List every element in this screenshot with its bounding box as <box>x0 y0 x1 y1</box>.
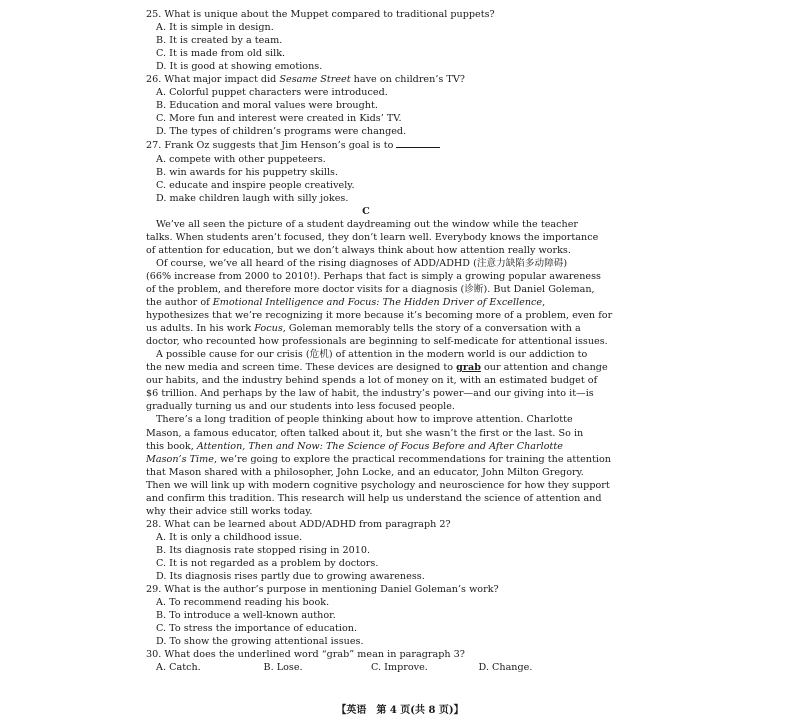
question-25-option-c: C. It is made from old silk. <box>156 48 286 60</box>
passage-p4-line3 <box>146 440 586 453</box>
passage-p4-line1: There’s a long tradition of people thinking about how to improve attention. Charlotte <box>156 414 573 426</box>
passage-p2-line6-post: , Goleman memorably tells the story of a conversation with a <box>282 323 581 335</box>
attention-book-title-part2: Mason’s Time <box>146 453 214 465</box>
question-25-option-a: A. It is simple in design. <box>156 22 274 34</box>
passage-p2-line7: doctor, who recounted how professionals are beginning to self-medicate for attentional issues. <box>146 336 608 348</box>
passage-p3-line2-post: our attention and change <box>480 362 608 374</box>
passage-p4-line5: that Mason shared with a philosopher, John Locke, and an educator, John Milton Gregory. <box>146 466 584 478</box>
passage-p2-line6-pre: us adults. In his work <box>146 323 255 335</box>
question-27-option-a: A. compete with other puppeteers. <box>156 153 326 165</box>
passage-p2-line3: of the problem, and therefore more doctor visits for a diagnosis (诊断). But Daniel Goleman, <box>146 283 595 295</box>
question-27-option-b: B. win awards for his puppetry skills. <box>156 166 339 178</box>
section-letter: C <box>362 205 370 217</box>
exam-page <box>146 8 613 674</box>
passage-p3-line4: $6 trillion. And perhaps by the law of habit, the industry’s power—and our giving into it—is <box>146 388 594 400</box>
passage-p4-line4-post: , we’re going to explore the practical recommendations for training the attention <box>213 453 611 465</box>
question-30-stem: 30. What does the underlined word “grab” mean in paragraph 3? <box>146 649 465 661</box>
passage-p2-line5: hypothesizes that we’re recognizing it more because it’s becoming more of a problem, even for <box>146 310 613 322</box>
question-29-option-c: C. To stress the importance of education. <box>156 623 358 635</box>
question-30-option-c: C. Improve. <box>371 662 428 674</box>
passage-p4-line2: Mason, a famous educator, often talked about it, but she wasn’t the first or the last. So in <box>146 427 584 439</box>
passage-p2-line1: Of course, we’ve all heard of the rising diagnoses of ADD/ADHD (注意力缺陷多动障碍) <box>156 257 568 269</box>
question-30-option-b: B. Lose. <box>263 662 303 674</box>
question-27-option-c: C. educate and inspire people creatively. <box>156 179 355 191</box>
question-28-option-a: A. It is only a childhood issue. <box>156 531 303 543</box>
question-26-stem-post: have on children’s TV? <box>350 74 465 86</box>
passage-p2-line4-pre: the author of <box>146 297 213 309</box>
passage-p4-line3-pre: this book, <box>146 440 197 452</box>
passage-p3-line2 <box>146 361 608 374</box>
passage-p2-line4-post: , <box>542 297 546 309</box>
question-29-option-a: A. To recommend reading his book. <box>156 597 330 609</box>
question-27-stem <box>146 138 586 152</box>
passage-p4-line8: why their advice still works today. <box>146 505 313 517</box>
question-26-stem-pre: 26. What major impact did <box>146 74 280 86</box>
passage-p3-line1: A possible cause for our crisis (危机) of attention in the modern world is our addiction to <box>156 349 588 361</box>
question-28-option-b: B. Its diagnosis rate stopped rising in 2010. <box>156 544 371 556</box>
question-27-stem-text: 27. Frank Oz suggests that Jim Henson’s goal is to <box>146 140 394 152</box>
passage-p3-line5: gradually turning us and our students into less focused people. <box>146 401 455 413</box>
question-25-stem: 25. What is unique about the Muppet compared to traditional puppets? <box>146 9 495 20</box>
question-26-stem <box>146 73 586 86</box>
question-28-option-c: C. It is not regarded as a problem by doctors. <box>156 557 379 569</box>
question-25-option-b: B. It is created by a team. <box>156 35 283 47</box>
passage-p4-line4 <box>146 453 611 466</box>
answer-blank <box>396 138 440 148</box>
attention-book-title-part1: Attention, Then and Now: The Science of Focus Before and After Charlotte <box>196 440 563 452</box>
passage-p1-line2: talks. When students aren’t focused, they don’t learn well. Everybody knows the importance <box>146 231 599 243</box>
question-30-option-a: A. Catch. <box>156 662 201 674</box>
question-28-option-d: D. Its diagnosis rises partly due to growing awareness. <box>156 571 425 583</box>
passage-p2-line2: (66% increase from 2000 to 2010!). Perhaps that fact is simply a growing popular awareness <box>146 270 602 282</box>
passage-p3-line3: our habits, and the industry behind spends a lot of money on it, with an estimated budget of <box>146 375 598 387</box>
question-26-option-a: A. Colorful puppet characters were introduced. <box>156 87 388 99</box>
question-28-stem: 28. What can be learned about ADD/ADHD from paragraph 2? <box>146 518 451 530</box>
underlined-word-grab: grab <box>456 362 481 374</box>
goleman-book-title: Emotional Intelligence and Focus: The Hidden Driver of Excellence <box>212 297 543 309</box>
passage-p4-line7: and confirm this tradition. This research will help us understand the science of attention and <box>146 492 602 504</box>
passage-p2-line6 <box>146 322 586 335</box>
passage-p1-line3: of attention for education, but we don’t always think about how attention really works. <box>146 244 571 256</box>
question-29-option-d: D. To show the growing attentional issues. <box>156 636 364 648</box>
page-footer: 【英语 第 4 页(共 8 页)】 <box>336 705 464 716</box>
question-30-options <box>146 661 586 674</box>
passage-p4-line6: Then we will link up with modern cognitive psychology and neuroscience for how they support <box>146 479 610 491</box>
question-29-stem: 29. What is the author’s purpose in mentioning Daniel Goleman’s work? <box>146 584 499 596</box>
question-27-option-d: D. make children laugh with silly jokes. <box>156 192 349 204</box>
passage-p1-line1: We’ve all seen the picture of a student daydreaming out the window while the teacher <box>156 218 579 230</box>
question-29-option-b: B. To introduce a well-known author. <box>156 610 336 622</box>
question-26-option-b: B. Education and moral values were brought. <box>156 100 378 112</box>
focus-book-title: Focus <box>254 323 283 335</box>
question-30-option-d: D. Change. <box>478 662 533 674</box>
question-26-option-d: D. The types of children’s programs were changed. <box>156 126 407 138</box>
passage-p3-line2-pre: the new media and screen time. These devices are designed to <box>146 362 457 374</box>
sesame-street-title: Sesame Street <box>279 74 351 86</box>
question-26-option-c: C. More fun and interest were created in Kids’ TV. <box>156 113 402 125</box>
question-25-option-d: D. It is good at showing emotions. <box>156 61 323 73</box>
passage-p2-line4 <box>146 296 586 309</box>
